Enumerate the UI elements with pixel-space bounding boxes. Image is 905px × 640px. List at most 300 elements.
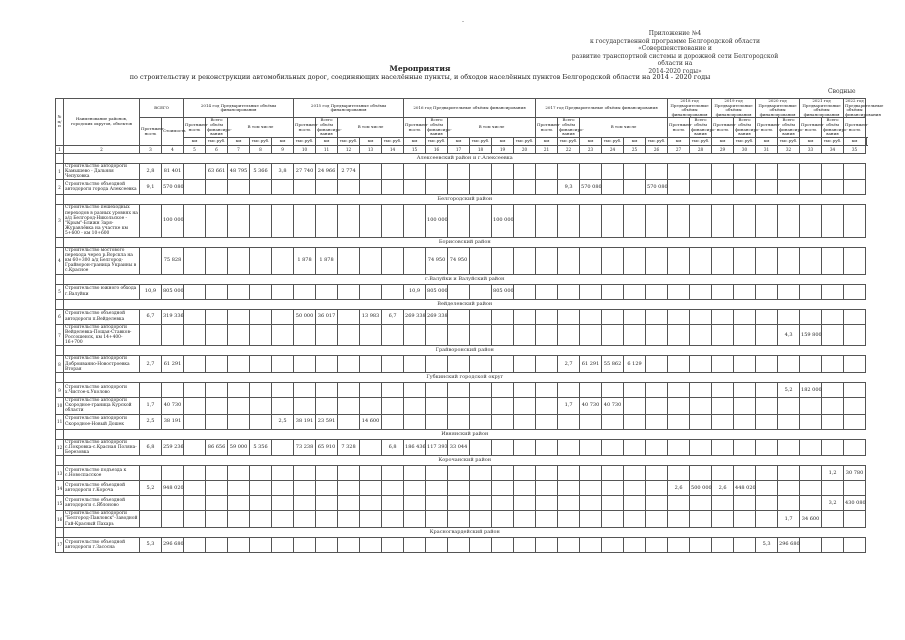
value-cell [624, 414, 646, 429]
header-sub: В том числе [228, 118, 294, 137]
value-cell: 570 080 [646, 180, 668, 195]
value-cell: 430 080 [844, 496, 866, 511]
value-cell [470, 247, 492, 274]
value-cell [800, 205, 822, 237]
value-cell [712, 247, 734, 274]
value-cell [448, 414, 470, 429]
value-cell [822, 284, 844, 299]
column-number: 23 [580, 145, 602, 153]
value-cell [206, 324, 228, 346]
value-cell [624, 163, 646, 180]
value-cell [558, 511, 580, 528]
value-cell: 75 828 [162, 247, 184, 274]
value-cell [272, 537, 294, 552]
value-cell [228, 324, 250, 346]
value-cell [250, 324, 272, 346]
header-sub: Протяжен-ность [668, 118, 690, 137]
header-sub: Всего объём финансиро-вания [735, 117, 760, 137]
value-cell [448, 511, 470, 528]
value-cell [536, 481, 558, 496]
object-name: Строительство автодороги х.Чистое-х.Уколово [64, 383, 140, 398]
value-cell [492, 324, 514, 346]
value-cell [404, 481, 426, 496]
value-cell [690, 383, 712, 398]
value-cell [844, 324, 866, 346]
value-cell [580, 439, 602, 456]
header-sub: Протяжен-ность [404, 118, 426, 137]
row-number: 16 [56, 511, 64, 528]
value-cell [778, 163, 800, 180]
value-cell [404, 356, 426, 373]
value-cell [272, 247, 294, 274]
value-cell [800, 398, 822, 415]
value-cell [184, 511, 206, 528]
value-cell [382, 383, 404, 398]
header-sub: Всего объём финансиро-вания [317, 117, 342, 137]
row-number: 12 [56, 439, 64, 456]
value-cell: 269 338 [404, 309, 426, 324]
value-cell [272, 383, 294, 398]
table-row [56, 247, 867, 274]
value-cell [184, 398, 206, 415]
value-cell [536, 284, 558, 299]
value-cell [294, 496, 316, 511]
column-number: 34 [822, 145, 844, 153]
value-cell [668, 511, 690, 528]
header-unit: км [712, 137, 734, 145]
value-cell [448, 466, 470, 481]
value-cell [448, 284, 470, 299]
value-cell [844, 309, 866, 324]
value-cell [250, 398, 272, 415]
value-cell [470, 398, 492, 415]
value-cell [800, 180, 822, 195]
value-cell [360, 398, 382, 415]
column-number: 29 [712, 145, 734, 153]
value-cell: 100 000 [492, 205, 514, 237]
value-cell [360, 496, 382, 511]
value-cell: 2,7 [558, 356, 580, 373]
value-cell [514, 309, 536, 324]
value-cell [382, 324, 404, 346]
value-cell: 74 950 [448, 247, 470, 274]
value-cell [338, 284, 360, 299]
value-cell [624, 496, 646, 511]
value-cell [316, 496, 338, 511]
value-cell [712, 180, 734, 195]
title-line-2: по строительству и реконструкции автомобильных дорог, соединяющих населённые пункты, и обходов населённых пунктов Белгородской области на 2014 - 2020 годы [129, 73, 711, 81]
appendix-line: 2014-2020 годы» [648, 67, 702, 75]
value-cell [470, 537, 492, 552]
value-cell [294, 324, 316, 346]
column-number: 24 [602, 145, 624, 153]
value-cell [646, 163, 668, 180]
value-cell [668, 247, 690, 274]
value-cell [822, 398, 844, 415]
value-cell [536, 398, 558, 415]
header-unit: км [844, 137, 866, 145]
value-cell [734, 398, 756, 415]
value-cell [844, 383, 866, 398]
column-number: 1 [56, 145, 64, 153]
value-cell [360, 205, 382, 237]
section-header: г.Валуйки и Валуйский район [64, 274, 866, 284]
value-cell [360, 284, 382, 299]
value-cell [712, 356, 734, 373]
value-cell [624, 247, 646, 274]
table-row [56, 309, 867, 324]
value-cell [558, 284, 580, 299]
value-cell [360, 537, 382, 552]
value-cell [734, 324, 756, 346]
value-cell [536, 496, 558, 511]
value-cell [558, 466, 580, 481]
value-cell [778, 496, 800, 511]
value-cell [756, 247, 778, 274]
value-cell [184, 247, 206, 274]
value-cell [668, 324, 690, 346]
column-number: 30 [734, 145, 756, 153]
object-name: Строительство мостового перехода через р.Ворскла на км 60+300 а/д Белгород-Грайворон-граница Украины в с.Красное [64, 247, 140, 274]
value-cell [844, 537, 866, 552]
value-cell: 1 878 [316, 247, 338, 274]
column-number: 32 [778, 145, 800, 153]
value-cell [690, 205, 712, 237]
value-cell [426, 511, 448, 528]
value-cell [734, 309, 756, 324]
value-cell [822, 163, 844, 180]
value-cell [624, 309, 646, 324]
value-cell [778, 466, 800, 481]
value-cell [844, 163, 866, 180]
value-cell [250, 309, 272, 324]
value-cell [272, 180, 294, 195]
value-cell [492, 414, 514, 429]
table-row [56, 356, 867, 373]
value-cell [162, 383, 184, 398]
value-cell [580, 414, 602, 429]
value-cell [580, 537, 602, 552]
value-cell [140, 205, 162, 237]
value-cell [712, 537, 734, 552]
value-cell [360, 481, 382, 496]
value-cell [580, 247, 602, 274]
value-cell [690, 180, 712, 195]
value-cell [382, 180, 404, 195]
value-cell: 570 080 [162, 180, 184, 195]
value-cell [800, 439, 822, 456]
value-cell: 5 356 [250, 439, 272, 456]
value-cell: 63 661 [206, 163, 228, 180]
value-cell [822, 356, 844, 373]
value-cell: 6,8 [382, 439, 404, 456]
value-cell [228, 496, 250, 511]
value-cell [272, 398, 294, 415]
value-cell [228, 481, 250, 496]
row-number: 11 [56, 414, 64, 429]
value-cell [470, 496, 492, 511]
value-cell [734, 356, 756, 373]
value-cell [602, 180, 624, 195]
value-cell [492, 481, 514, 496]
value-cell: 4,3 [778, 324, 800, 346]
value-cell [646, 284, 668, 299]
object-name: Строительство южного обхода г.Валуйки [64, 284, 140, 299]
header-year: 2020 год Предварительные объёмы финансирования [756, 99, 800, 118]
value-cell [426, 163, 448, 180]
object-name: Строительство объездной автодороги г.Засосна [64, 537, 140, 552]
value-cell [734, 383, 756, 398]
value-cell [272, 324, 294, 346]
column-number: 19 [492, 145, 514, 153]
value-cell [228, 383, 250, 398]
value-cell [184, 205, 206, 237]
value-cell [756, 496, 778, 511]
value-cell: 182 000 [800, 383, 822, 398]
value-cell [514, 163, 536, 180]
value-cell: 9,1 [140, 180, 162, 195]
value-cell [778, 398, 800, 415]
value-cell: 5 366 [250, 163, 272, 180]
value-cell [470, 205, 492, 237]
value-cell [690, 356, 712, 373]
value-cell [756, 284, 778, 299]
value-cell [602, 247, 624, 274]
value-cell [470, 284, 492, 299]
value-cell [646, 414, 668, 429]
value-cell [756, 180, 778, 195]
value-cell [580, 466, 602, 481]
column-number: 15 [404, 145, 426, 153]
table-row [56, 496, 867, 511]
value-cell [228, 180, 250, 195]
value-cell [668, 414, 690, 429]
value-cell: 296 680 [162, 537, 184, 552]
header-year: 2022 год Предварительные объёмы финансирования [845, 98, 884, 117]
value-cell [206, 383, 228, 398]
value-cell [602, 284, 624, 299]
value-cell [338, 180, 360, 195]
value-cell [690, 439, 712, 456]
value-cell [514, 439, 536, 456]
value-cell [426, 466, 448, 481]
value-cell [602, 383, 624, 398]
program-table [55, 98, 884, 553]
header-year: 2018 год Предварительные объёмы финансирования [668, 99, 712, 118]
value-cell [206, 309, 228, 324]
value-cell [514, 466, 536, 481]
value-cell [844, 356, 866, 373]
appendix-line: Приложение №4 [648, 30, 702, 37]
header-unit: тыс.руб. [822, 137, 844, 145]
section-spacer [56, 429, 64, 439]
value-cell [558, 383, 580, 398]
value-cell [536, 247, 558, 274]
value-cell [382, 356, 404, 373]
section-row [56, 527, 867, 537]
value-cell [470, 511, 492, 528]
header-sub: Протяжен-ность [756, 118, 778, 137]
object-name: Строительство автодороги Вейделевка-Пощая-Ставков-Россошенск, км 14+400-16+700 [64, 324, 140, 346]
value-cell [184, 324, 206, 346]
value-cell [756, 163, 778, 180]
value-cell: 86 656 [206, 439, 228, 456]
value-cell [228, 284, 250, 299]
header-unit: км [448, 137, 470, 145]
row-number: 15 [56, 496, 64, 511]
header-unit: тыс.руб. [514, 137, 536, 145]
value-cell [228, 356, 250, 373]
value-cell [690, 496, 712, 511]
column-number: 12 [338, 145, 360, 153]
header-unit: тыс.руб. [690, 137, 712, 145]
value-cell [602, 324, 624, 346]
value-cell [602, 163, 624, 180]
value-cell [536, 324, 558, 346]
value-cell [338, 324, 360, 346]
value-cell [624, 324, 646, 346]
value-cell: 65 910 [316, 439, 338, 456]
value-cell [822, 439, 844, 456]
table-row [56, 439, 867, 456]
value-cell [492, 511, 514, 528]
value-cell [822, 247, 844, 274]
value-cell [580, 324, 602, 346]
header-length: Протяжен-ность [140, 118, 162, 145]
value-cell [558, 324, 580, 346]
value-cell [514, 511, 536, 528]
value-cell [514, 284, 536, 299]
value-cell [294, 537, 316, 552]
section-spacer [56, 299, 64, 309]
row-number: 7 [56, 324, 64, 346]
value-cell [382, 537, 404, 552]
value-cell [514, 324, 536, 346]
value-cell [162, 496, 184, 511]
value-cell [294, 466, 316, 481]
value-cell [250, 180, 272, 195]
header-sub: Протяжен-ность [294, 118, 316, 137]
section-row [56, 429, 867, 439]
value-cell [184, 356, 206, 373]
value-cell: 1,7 [778, 511, 800, 528]
value-cell [206, 180, 228, 195]
value-cell [668, 309, 690, 324]
value-cell: 570 080 [580, 180, 602, 195]
value-cell [800, 163, 822, 180]
value-cell [316, 398, 338, 415]
value-cell [514, 180, 536, 195]
value-cell [690, 247, 712, 274]
value-cell [360, 247, 382, 274]
value-cell [690, 309, 712, 324]
column-number: 16 [426, 145, 448, 153]
value-cell [514, 481, 536, 496]
section-spacer [56, 346, 64, 356]
value-cell [668, 496, 690, 511]
header-unit: тыс.руб. [602, 137, 624, 145]
value-cell [426, 324, 448, 346]
value-cell: 948 020 [162, 481, 184, 496]
value-cell [580, 309, 602, 324]
value-cell [470, 414, 492, 429]
value-cell [558, 496, 580, 511]
section-spacer [56, 456, 64, 466]
value-cell [536, 414, 558, 429]
value-cell [426, 383, 448, 398]
row-number: 3 [56, 205, 64, 237]
column-number: 31 [756, 145, 778, 153]
row-number: 8 [56, 356, 64, 373]
value-cell [624, 383, 646, 398]
header-sub: Протяжен-ность [800, 118, 822, 137]
value-cell: 2,8 [140, 163, 162, 180]
value-cell [250, 511, 272, 528]
value-cell: 296 680 [778, 537, 800, 552]
value-cell [756, 324, 778, 346]
value-cell [580, 383, 602, 398]
section-header: Корочанский район [64, 456, 866, 466]
value-cell [778, 205, 800, 237]
table-row [56, 414, 867, 429]
row-number: 5 [56, 284, 64, 299]
value-cell [272, 466, 294, 481]
header-num: № п/п [56, 99, 64, 146]
value-cell [646, 439, 668, 456]
value-cell [140, 247, 162, 274]
value-cell [404, 383, 426, 398]
value-cell: 61 291 [162, 356, 184, 373]
value-cell [712, 466, 734, 481]
value-cell [492, 356, 514, 373]
value-cell: 1,2 [822, 466, 844, 481]
value-cell [844, 481, 866, 496]
value-cell [536, 511, 558, 528]
value-cell [206, 481, 228, 496]
value-cell [756, 309, 778, 324]
value-cell [800, 537, 822, 552]
value-cell [338, 466, 360, 481]
value-cell [140, 511, 162, 528]
header-unit: км [492, 137, 514, 145]
value-cell [734, 496, 756, 511]
value-cell [602, 466, 624, 481]
header-year: 2015 год Предварительные объёмы финансирования [294, 99, 404, 118]
value-cell [492, 466, 514, 481]
value-cell [514, 398, 536, 415]
header-sub: Протяжен-ность [184, 118, 206, 137]
value-cell: 50 000 [294, 309, 316, 324]
value-cell [184, 284, 206, 299]
value-cell [712, 309, 734, 324]
value-cell [778, 309, 800, 324]
value-cell: 5,3 [140, 537, 162, 552]
value-cell [514, 247, 536, 274]
value-cell [404, 163, 426, 180]
object-name: Строительство автодороги "Белгород-Павловск"-Заводной Гай-Красный Пахарь [64, 511, 140, 528]
value-cell [382, 466, 404, 481]
value-cell [272, 481, 294, 496]
section-header: Белгородский район [64, 195, 866, 205]
value-cell [822, 481, 844, 496]
header-unit: тыс.руб. [470, 137, 492, 145]
column-number: 3 [140, 145, 162, 153]
value-cell [646, 511, 668, 528]
title-line-1: Мероприятия [389, 64, 451, 73]
value-cell [712, 284, 734, 299]
value-cell [184, 537, 206, 552]
value-cell [294, 180, 316, 195]
